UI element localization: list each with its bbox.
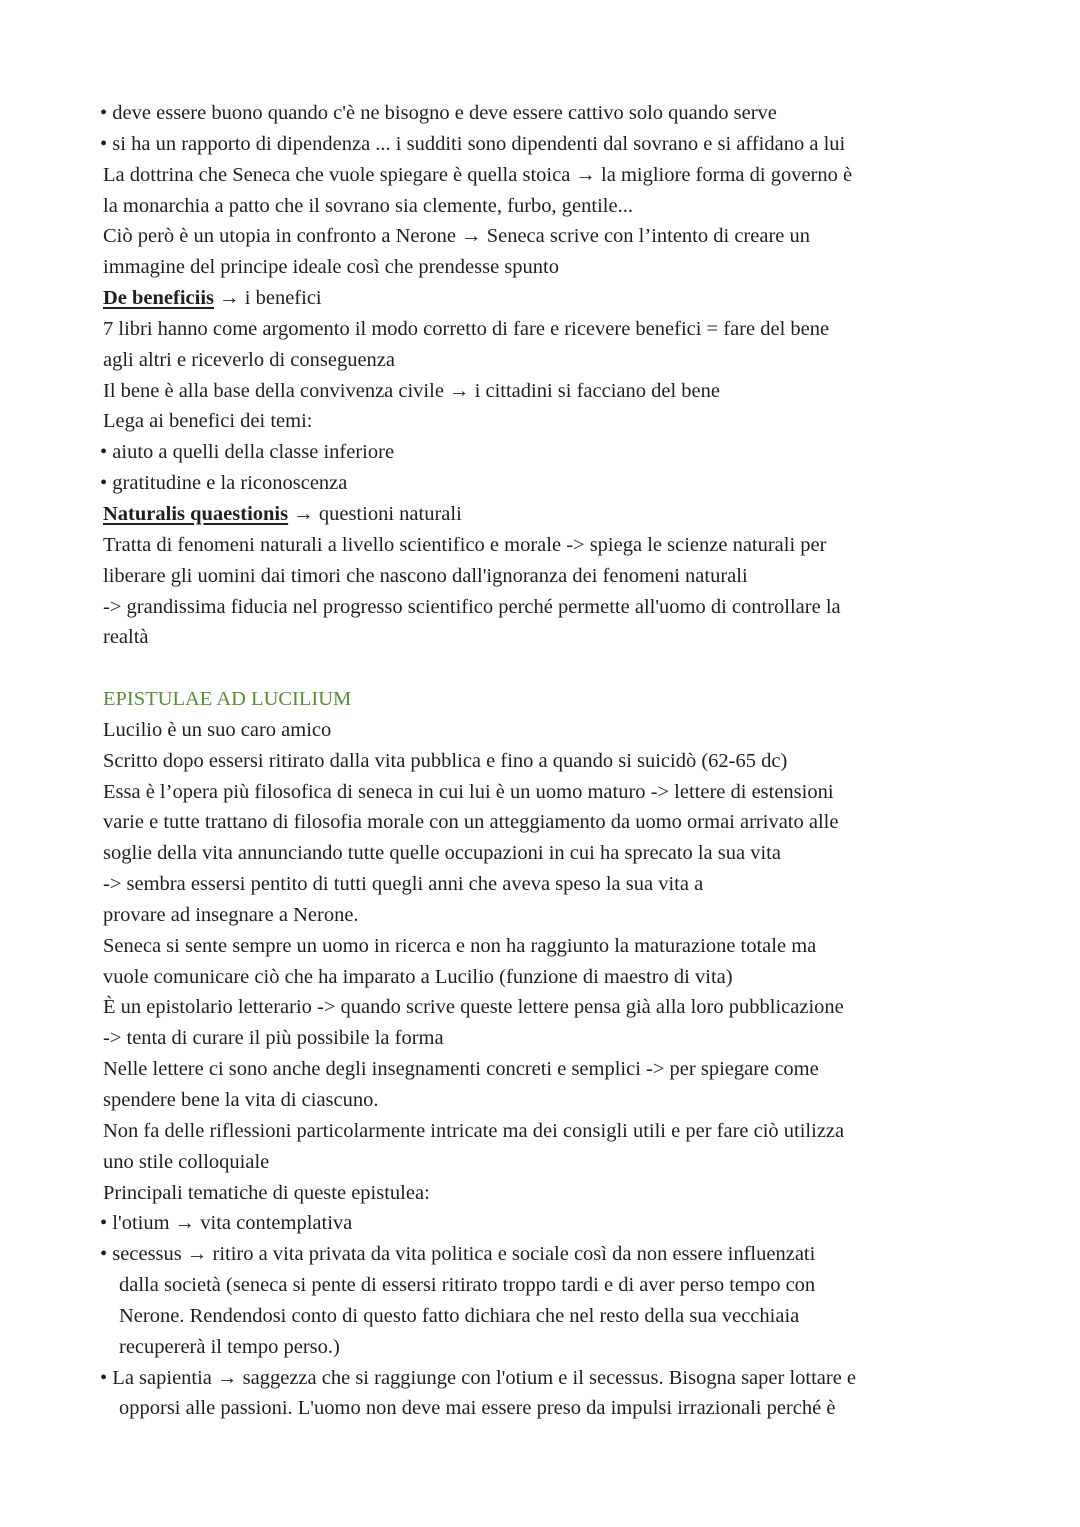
text-line: Lucilio è un suo caro amico bbox=[103, 718, 332, 741]
text-line: immagine del principe ideale così che prendesse spunto bbox=[103, 256, 559, 279]
text-line: • si ha un rapporto di dipendenza ... i sudditi sono dipendenti dal sovrano e si affidano a lui bbox=[100, 132, 846, 155]
bullet-item: • secessus → ritiro a vita privata da vita politica e sociale così da non essere influenzati bbox=[100, 1243, 816, 1266]
text-line: varie e tutte trattano di filosofia morale con un atteggiamento da uomo ormai arrivato alle bbox=[103, 811, 839, 834]
text-line: soglie della vita annunciando tutte quelle occupazioni in cui ha sprecato la sua vita bbox=[103, 842, 781, 865]
text-line: liberare gli uomini dai timori che nascono dall'ignoranza dei fenomeni naturali bbox=[103, 564, 748, 587]
text-line: spendere bene la vita di ciascuno. bbox=[103, 1089, 379, 1111]
text-line: la monarchia a patto che il sovrano sia clemente, furbo, gentile... bbox=[103, 194, 633, 217]
text-line: agli altri e riceverlo di conseguenza bbox=[103, 348, 395, 371]
work-title-gloss: → questioni naturali bbox=[288, 502, 462, 525]
bullet-item: • l'otium → vita contemplativa bbox=[100, 1212, 353, 1235]
text-line: Il bene è alla base della convivenza civile → i cittadini si facciano del bene bbox=[103, 379, 721, 402]
text-line: -> tenta di curare il più possibile la forma bbox=[103, 1027, 444, 1050]
work-title: De beneficiis bbox=[103, 287, 215, 310]
text-line: È un epistolario letterario -> quando scrive queste lettere pensa già alla loro pubblicazione bbox=[103, 996, 844, 1019]
text-line: Tratta di fenomeni naturali a livello scientifico e morale -> spiega le scienze naturali per bbox=[103, 533, 827, 556]
bullet-item: • gratitudine e la riconoscenza bbox=[100, 472, 348, 495]
text-line: -> grandissima fiducia nel progresso scientifico perché permette all'uomo di controllare la bbox=[103, 595, 841, 618]
text-line: -> sembra essersi pentito di tutti quegli anni che aveva speso la sua vita a bbox=[103, 873, 704, 896]
text-line: Seneca si sente sempre un uomo in ricerca e non ha raggiunto la maturazione totale ma bbox=[103, 934, 817, 957]
text-line: Lega ai benefici dei temi: bbox=[103, 410, 313, 433]
section-title-de-beneficiis bbox=[103, 283, 983, 314]
section-title-naturalis-quaestionis bbox=[103, 499, 983, 530]
work-title-gloss: → i benefici bbox=[214, 287, 322, 310]
text-line: Non fa delle riflessioni particolarmente intricate ma dei consigli utili e per fare ciò utilizza bbox=[103, 1119, 845, 1142]
text-line: vuole comunicare ciò che ha imparato a Lucilio (funzione di maestro di vita) bbox=[103, 965, 733, 988]
bullet-continuation: Nerone. Rendendosi conto di questo fatto dichiara che nel resto della sua vecchiaia bbox=[119, 1304, 800, 1327]
bullet-continuation: recupererà il tempo perso.) bbox=[119, 1335, 340, 1358]
text-line: La dottrina che Seneca che vuole spiegare è quella stoica → la migliore forma di governo è bbox=[103, 163, 853, 186]
bullet-continuation: opporsi alle passioni. L'uomo non deve mai essere preso da impulsi irrazionali perché è bbox=[119, 1397, 836, 1420]
bullet-continuation: dalla società (seneca si pente di essersi ritirato troppo tardi e di aver perso tempo con bbox=[119, 1274, 816, 1297]
document-body bbox=[100, 98, 983, 1424]
text-line: provare ad insegnare a Nerone. bbox=[103, 903, 359, 926]
text-line: Principali tematiche di queste epistulea: bbox=[103, 1181, 430, 1204]
spacer bbox=[103, 653, 983, 684]
text-line: Ciò però è un utopia in confronto a Nerone → Seneca scrive con l’intento di creare un bbox=[103, 225, 810, 248]
text-line: 7 libri hanno come argomento il modo corretto di fare e ricevere benefici = fare del bene bbox=[103, 317, 830, 340]
bullet-item: • La sapientia → saggezza che si raggiunge con l'otium e il secessus. Bisogna saper lottare e bbox=[100, 1366, 857, 1389]
text-line: realtà bbox=[103, 626, 149, 649]
text-line: uno stile colloquiale bbox=[103, 1150, 270, 1173]
text-line: Nelle lettere ci sono anche degli insegnamenti concreti e semplici -> per spiegare come bbox=[103, 1058, 819, 1081]
text-line: Scritto dopo essersi ritirato dalla vita pubblica e fino a quando si suicidò (62-65 dc) bbox=[103, 749, 788, 772]
work-title: Naturalis quaestionis bbox=[103, 502, 289, 525]
section-heading: EPISTULAE AD LUCILIUM bbox=[103, 688, 352, 711]
bullet-item: • aiuto a quelli della classe inferiore bbox=[100, 441, 395, 464]
text-line: • deve essere buono quando c'è ne bisogno e deve essere cattivo solo quando serve bbox=[100, 102, 777, 124]
text-line: Essa è l’opera più filosofica di seneca in cui lui è un uomo maturo -> lettere di estensioni bbox=[103, 780, 834, 803]
